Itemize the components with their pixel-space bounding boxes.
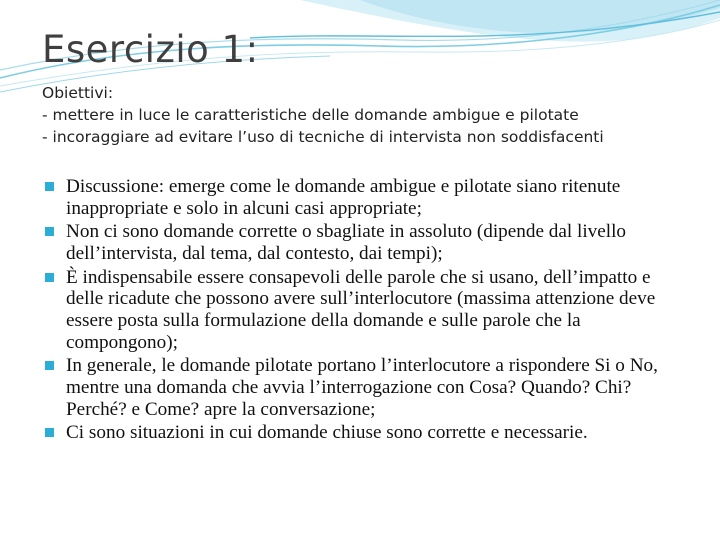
square-bullet-icon [45,182,54,191]
bullet-text: Ci sono situazioni in cui domande chiuse sono corrette e necessarie. [66,422,588,444]
objectives-heading: Obiettivi: [42,84,114,102]
bullet-item [44,176,684,219]
bullet-text: Non ci sono domande corrette o sbagliate in assoluto (dipende dal livello dell’intervista, dal tema, dal contesto, dai tempi); [66,221,627,264]
bullet-text: In generale, le domande pilotate portano l’interlocutore a rispondere Si o No, mentre una domanda che avvia l’interrogazione con Cosa? Quando? Chi? Perché? e Come? apre la conversazione; [66,355,658,420]
bullet-list [44,176,684,446]
bullet-item [44,355,684,420]
bullet-text: È indispensabile essere consapevoli delle parole che si usano, dell’impatto e delle ricadute che possono avere sull’interlocutore (massima attenzione deve essere posta sulla formulazione della domande e sulle parole che la compongono); [66,266,656,353]
square-bullet-icon [45,428,54,437]
square-bullet-icon [45,273,54,282]
square-bullet-icon [45,227,54,236]
bullet-text: Discussione: emerge come le domande ambigue e pilotate siano ritenute inappropriate e solo in alcuni casi appropriate; [66,176,621,219]
bullet-item [44,267,684,353]
square-bullet-icon [45,361,54,370]
bullet-item [44,422,684,444]
objectives-block [42,82,702,148]
objective-item: - incoraggiare ad evitare l’uso di tecniche di intervista non soddisfacenti [42,128,604,146]
slide-title: Esercizio 1: [42,28,259,71]
objective-item: - mettere in luce le caratteristiche delle domande ambigue e pilotate [42,106,579,124]
bullet-item [44,221,684,264]
